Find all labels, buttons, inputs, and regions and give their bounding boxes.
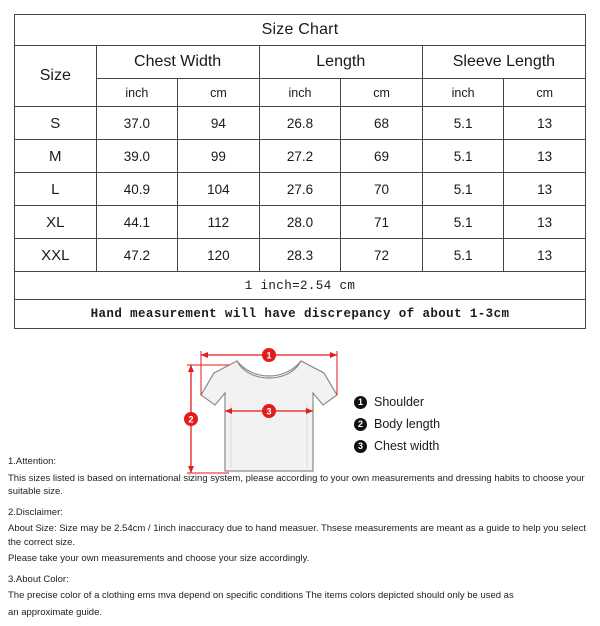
color-heading: 3.About Color: <box>8 573 69 585</box>
cell-length-cm: 70 <box>341 173 423 206</box>
disclaimer-line-1: About Size: Size may be 2.54cm / 1inch inaccuracy due to hand measuer. Thsese measurements are meant as a guide to help you select the correct size. <box>8 523 587 548</box>
cell-length-cm: 71 <box>341 206 423 239</box>
legend-badge-1: 1 <box>354 396 367 409</box>
disclaimer-line-2: Please take your own measurements and choose your size accordingly. <box>8 553 310 564</box>
cell-sleeve-cm: 13 <box>504 239 586 272</box>
row-size: XL <box>15 206 97 239</box>
chart-group-header-row <box>15 46 586 79</box>
legend-badge-2: 2 <box>354 418 367 431</box>
table-row <box>15 107 586 140</box>
header-chest-width: Chest Width <box>96 46 259 79</box>
cell-sleeve-cm: 13 <box>504 206 586 239</box>
legend-item <box>354 435 440 457</box>
cell-chest-inch: 39.0 <box>96 140 178 173</box>
cell-length-inch: 28.3 <box>259 239 341 272</box>
row-size: M <box>15 140 97 173</box>
cell-sleeve-inch: 5.1 <box>422 140 504 173</box>
row-size: S <box>15 107 97 140</box>
marker-1-number: 1 <box>266 350 272 361</box>
cell-sleeve-cm: 13 <box>504 173 586 206</box>
unit-sleeve-cm: cm <box>504 79 586 107</box>
legend-label-shoulder: Shoulder <box>374 395 425 409</box>
size-chart-table <box>14 14 586 329</box>
diagram-legend <box>354 391 440 457</box>
cell-sleeve-inch: 5.1 <box>422 239 504 272</box>
table-row <box>15 173 586 206</box>
cell-sleeve-inch: 5.1 <box>422 206 504 239</box>
cell-sleeve-inch: 5.1 <box>422 107 504 140</box>
unit-length-inch: inch <box>259 79 341 107</box>
cell-chest-cm: 104 <box>178 173 260 206</box>
legend-item <box>354 413 440 435</box>
cell-length-inch: 27.6 <box>259 173 341 206</box>
legend-label-body-length: Body length <box>374 417 441 431</box>
measurement-note: Hand measurement will have discrepancy of about 1-3cm <box>15 300 586 329</box>
measurement-note-row <box>15 300 586 329</box>
cell-sleeve-cm: 13 <box>504 140 586 173</box>
color-line-1: The precise color of a clothing ems mva depend on specific conditions The items colors depicted should only be used as <box>8 590 514 601</box>
cell-chest-inch: 37.0 <box>96 107 178 140</box>
chart-title-row <box>15 15 586 46</box>
table-row <box>15 140 586 173</box>
unit-sleeve-inch: inch <box>422 79 504 107</box>
row-size: XXL <box>15 239 97 272</box>
table-row <box>15 206 586 239</box>
marker-3-number: 3 <box>266 406 272 417</box>
attention-heading: 1.Attention: <box>8 456 57 467</box>
cell-length-cm: 68 <box>341 107 423 140</box>
cell-sleeve-cm: 13 <box>504 107 586 140</box>
row-size: L <box>15 173 97 206</box>
legend-item <box>354 391 440 413</box>
cell-chest-cm: 120 <box>178 239 260 272</box>
chart-unit-row <box>15 79 586 107</box>
header-length: Length <box>259 46 422 79</box>
cell-length-cm: 72 <box>341 239 423 272</box>
cell-length-cm: 69 <box>341 140 423 173</box>
disclaimer-heading: 2.Disclaimer: <box>8 506 63 518</box>
cell-length-inch: 26.8 <box>259 107 341 140</box>
unit-length-cm: cm <box>341 79 423 107</box>
chart-title: Size Chart <box>15 15 586 46</box>
cell-length-inch: 27.2 <box>259 140 341 173</box>
cell-chest-cm: 99 <box>178 140 260 173</box>
legend-badge-3: 3 <box>354 440 367 453</box>
color-block <box>8 573 592 620</box>
table-row <box>15 239 586 272</box>
cell-sleeve-inch: 5.1 <box>422 173 504 206</box>
unit-chest-cm: cm <box>178 79 260 107</box>
attention-block <box>8 455 592 499</box>
cell-chest-cm: 112 <box>178 206 260 239</box>
conversion-note: 1 inch=2.54 cm <box>15 272 586 300</box>
marker-2-number: 2 <box>188 414 194 425</box>
unit-chest-inch: inch <box>96 79 178 107</box>
legend-label-chest-width: Chest width <box>374 439 440 453</box>
attention-text: This sizes listed is based on international sizing system, please according to your own measurements and dressing habits to choose your suitable size. <box>8 472 585 497</box>
conversion-note-row <box>15 272 586 300</box>
arrow-left-icon <box>201 352 208 358</box>
header-size: Size <box>15 46 97 107</box>
footer-notes <box>8 455 592 626</box>
color-line-2: an approximate guide. <box>8 606 103 618</box>
header-sleeve-length: Sleeve Length <box>422 46 585 79</box>
arrow-up-icon <box>188 365 194 372</box>
cell-chest-inch: 44.1 <box>96 206 178 239</box>
disclaimer-block <box>8 506 592 566</box>
cell-chest-inch: 47.2 <box>96 239 178 272</box>
arrow-right-icon <box>330 352 337 358</box>
cell-length-inch: 28.0 <box>259 206 341 239</box>
cell-chest-cm: 94 <box>178 107 260 140</box>
cell-chest-inch: 40.9 <box>96 173 178 206</box>
